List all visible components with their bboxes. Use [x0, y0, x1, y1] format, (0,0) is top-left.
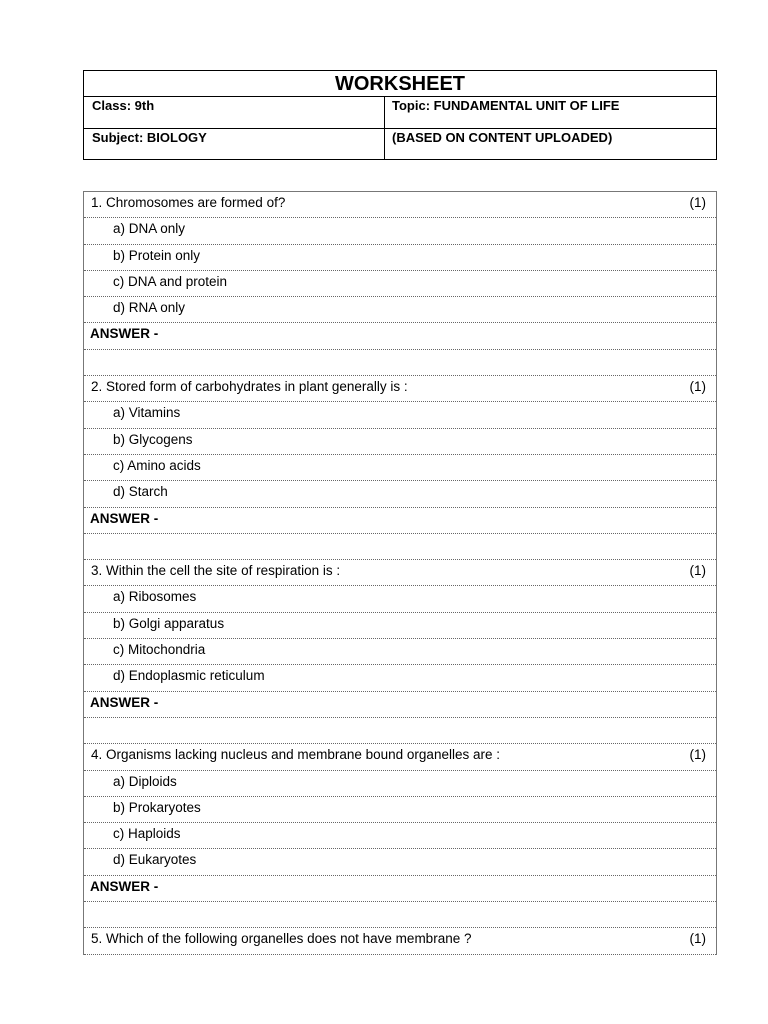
- option-text: d) Endoplasmic reticulum: [113, 668, 265, 684]
- option-row: [84, 639, 716, 665]
- question-table: [83, 191, 717, 955]
- content-note: (BASED ON CONTENT UPLOADED): [392, 130, 613, 145]
- answer-space[interactable]: [84, 902, 716, 928]
- option-row: [84, 665, 716, 691]
- question-marks: (1): [689, 195, 706, 210]
- option-text: b) Protein only: [113, 247, 201, 263]
- question-text: 2. Stored form of carbohydrates in plant generally is :: [91, 379, 408, 395]
- option-text: d) RNA only: [113, 300, 186, 316]
- header-divider: [84, 128, 716, 129]
- option-text: b) Glycogens: [113, 431, 193, 447]
- option-text: b) Prokaryotes: [113, 799, 201, 815]
- option-row: [84, 271, 716, 297]
- question-text: 5. Which of the following organelles does not have membrane ?: [91, 931, 472, 947]
- option-row: [84, 586, 716, 612]
- question-marks: (1): [689, 747, 706, 763]
- worksheet-header: [83, 70, 717, 160]
- question-text: 3. Within the cell the site of respiration is :: [91, 563, 341, 579]
- option-text: a) Vitamins: [113, 405, 181, 421]
- answer-row: [84, 508, 716, 534]
- answer-label: ANSWER -: [90, 510, 159, 526]
- option-row: [84, 297, 716, 323]
- subject-label: Subject: BIOLOGY: [92, 130, 207, 145]
- worksheet-title: WORKSHEET: [335, 73, 465, 95]
- header-column-divider: [384, 96, 385, 159]
- answer-space[interactable]: [84, 350, 716, 376]
- header-divider: [84, 96, 716, 97]
- option-text: c) Haploids: [113, 826, 181, 842]
- question-row: [84, 928, 716, 954]
- option-text: a) Ribosomes: [113, 589, 197, 605]
- question-row: [84, 192, 716, 218]
- answer-label: ANSWER -: [90, 326, 159, 342]
- option-text: d) Starch: [113, 484, 168, 500]
- answer-row: [84, 323, 716, 349]
- answer-label: ANSWER -: [90, 878, 159, 894]
- option-text: a) Diploids: [113, 773, 177, 789]
- option-row: [84, 245, 716, 271]
- option-text: b) Golgi apparatus: [113, 615, 225, 631]
- option-text: a) DNA only: [113, 221, 186, 237]
- class-label: Class: 9th: [92, 98, 155, 113]
- option-row: [84, 429, 716, 455]
- option-row: [84, 402, 716, 428]
- option-row: [84, 455, 716, 481]
- option-row: [84, 823, 716, 849]
- option-text: c) Amino acids: [113, 457, 201, 473]
- option-row: [84, 849, 716, 875]
- question-row: [84, 744, 716, 770]
- option-row: [84, 797, 716, 823]
- option-row: [84, 613, 716, 639]
- question-marks: (1): [689, 931, 706, 947]
- question-text: 1. Chromosomes are formed of?: [91, 195, 286, 210]
- question-row: [84, 376, 716, 402]
- option-text: d) Eukaryotes: [113, 852, 197, 868]
- option-row: [84, 218, 716, 244]
- question-text: 4. Organisms lacking nucleus and membrane bound organelles are :: [91, 747, 500, 763]
- option-text: c) DNA and protein: [113, 273, 228, 289]
- option-row: [84, 481, 716, 507]
- answer-space[interactable]: [84, 718, 716, 744]
- answer-label: ANSWER -: [90, 694, 159, 710]
- option-row: [84, 771, 716, 797]
- question-row: [84, 560, 716, 586]
- option-text: c) Mitochondria: [113, 642, 206, 658]
- answer-space[interactable]: [84, 534, 716, 560]
- question-marks: (1): [689, 563, 706, 579]
- answer-row: [84, 692, 716, 718]
- question-marks: (1): [689, 379, 706, 395]
- answer-row: [84, 876, 716, 902]
- topic-label: Topic: FUNDAMENTAL UNIT OF LIFE: [392, 98, 620, 113]
